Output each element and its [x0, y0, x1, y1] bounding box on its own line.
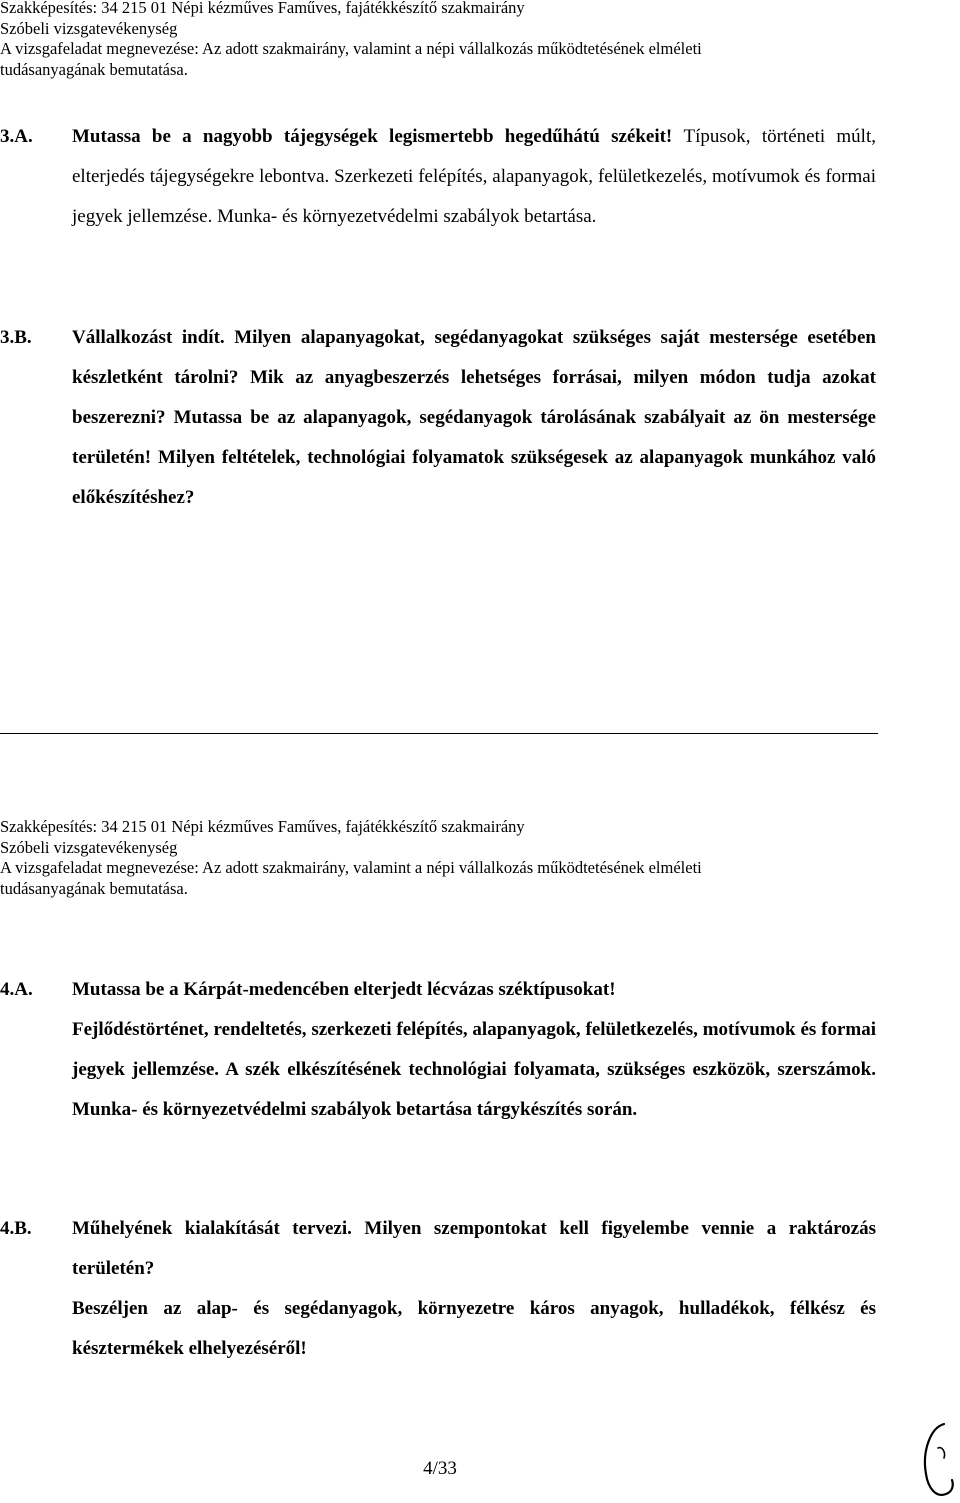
- question-number: 4.A.: [0, 979, 33, 1000]
- question-text: [72, 970, 876, 1130]
- question-number: 4.B.: [0, 1218, 32, 1239]
- header-task-name: A vizsgafeladat megnevezése: Az adott szakmairány, valamint a népi vállalkozás működtetésének elméleti: [0, 858, 702, 877]
- question-body: Típusok, történeti múlt, elterjedés tájegységekre lebontva. Szerkezeti felépítés, alapanyagok, felületkezelés, motívumok és formai jegyek jellemzése. Munka- és környezetvédelmi szabályok betartása.: [72, 126, 876, 227]
- question-second-part: Beszéljen az alap- és segédanyagok, környezetre káros anyagok, hulladékok, félkész és késztermékek elhelyezéséről!: [72, 1298, 876, 1359]
- header-exam-type: Szóbeli vizsgatevékenység: [0, 837, 178, 857]
- header-task-name-cont: tudásanyagának bemutatása.: [0, 878, 188, 898]
- question-title: Mutassa be a Kárpát-medencében elterjedt lécvázas széktípusokat!: [72, 979, 616, 1000]
- header-task-name-cont: tudásanyagának bemutatása.: [0, 59, 188, 79]
- question-number: 3.A.: [0, 126, 33, 147]
- question-text: Vállalkozást indít. Milyen alapanyagokat, segédanyagokat szükséges saját mestersége esetében készletként tárolni? Mik az anyagbeszerzés lehetséges forrásai, milyen módon tudja azokat beszerezni? Mutassa be az alapanyagok, segédanyagok tárolásának szabályait az ön mestersége területén! Milyen feltételek, technológiai folyamatok szükségesek az alapanyagok munkához való előkészítéshez?: [72, 327, 876, 508]
- question-first-part: Műhelyének kialakítását tervezi. Milyen szempontokat kell figyelembe vennie a raktározás területén?: [72, 1218, 876, 1279]
- page-header: [0, 0, 900, 80]
- header-qualification: Szakképesítés: 34 215 01 Népi kézműves Faműves, fajátékkészítő szakmairány: [0, 817, 525, 836]
- page-header: [0, 817, 900, 899]
- question-text: [72, 117, 876, 237]
- header-task-name: A vizsgafeladat megnevezése: Az adott szakmairány, valamint a népi vállalkozás működtetésének elméleti: [0, 39, 702, 58]
- question-title: Mutassa be a nagyobb tájegységek legismertebb hegedűhátú székeit!: [72, 126, 673, 147]
- handwritten-mark: [916, 1418, 960, 1502]
- page-number: 4/33: [423, 1458, 457, 1479]
- header-exam-type: Szóbeli vizsgatevékenység: [0, 18, 178, 38]
- question-text: [72, 1209, 876, 1369]
- question-body: Fejlődéstörténet, rendeltetés, szerkezeti felépítés, alapanyagok, felületkezelés, motívumok és formai jegyek jellemzése. A szék elkészítésének technológiai folyamata, szükséges eszközök, szerszámok. Munka- és környezetvédelmi szabályok betartása tárgykészítés során.: [72, 1019, 876, 1120]
- question-number: 3.B.: [0, 327, 32, 348]
- header-qualification: Szakképesítés: 34 215 01 Népi kézműves Faműves, fajátékkészítő szakmairány: [0, 0, 525, 17]
- page-separator: [0, 733, 878, 734]
